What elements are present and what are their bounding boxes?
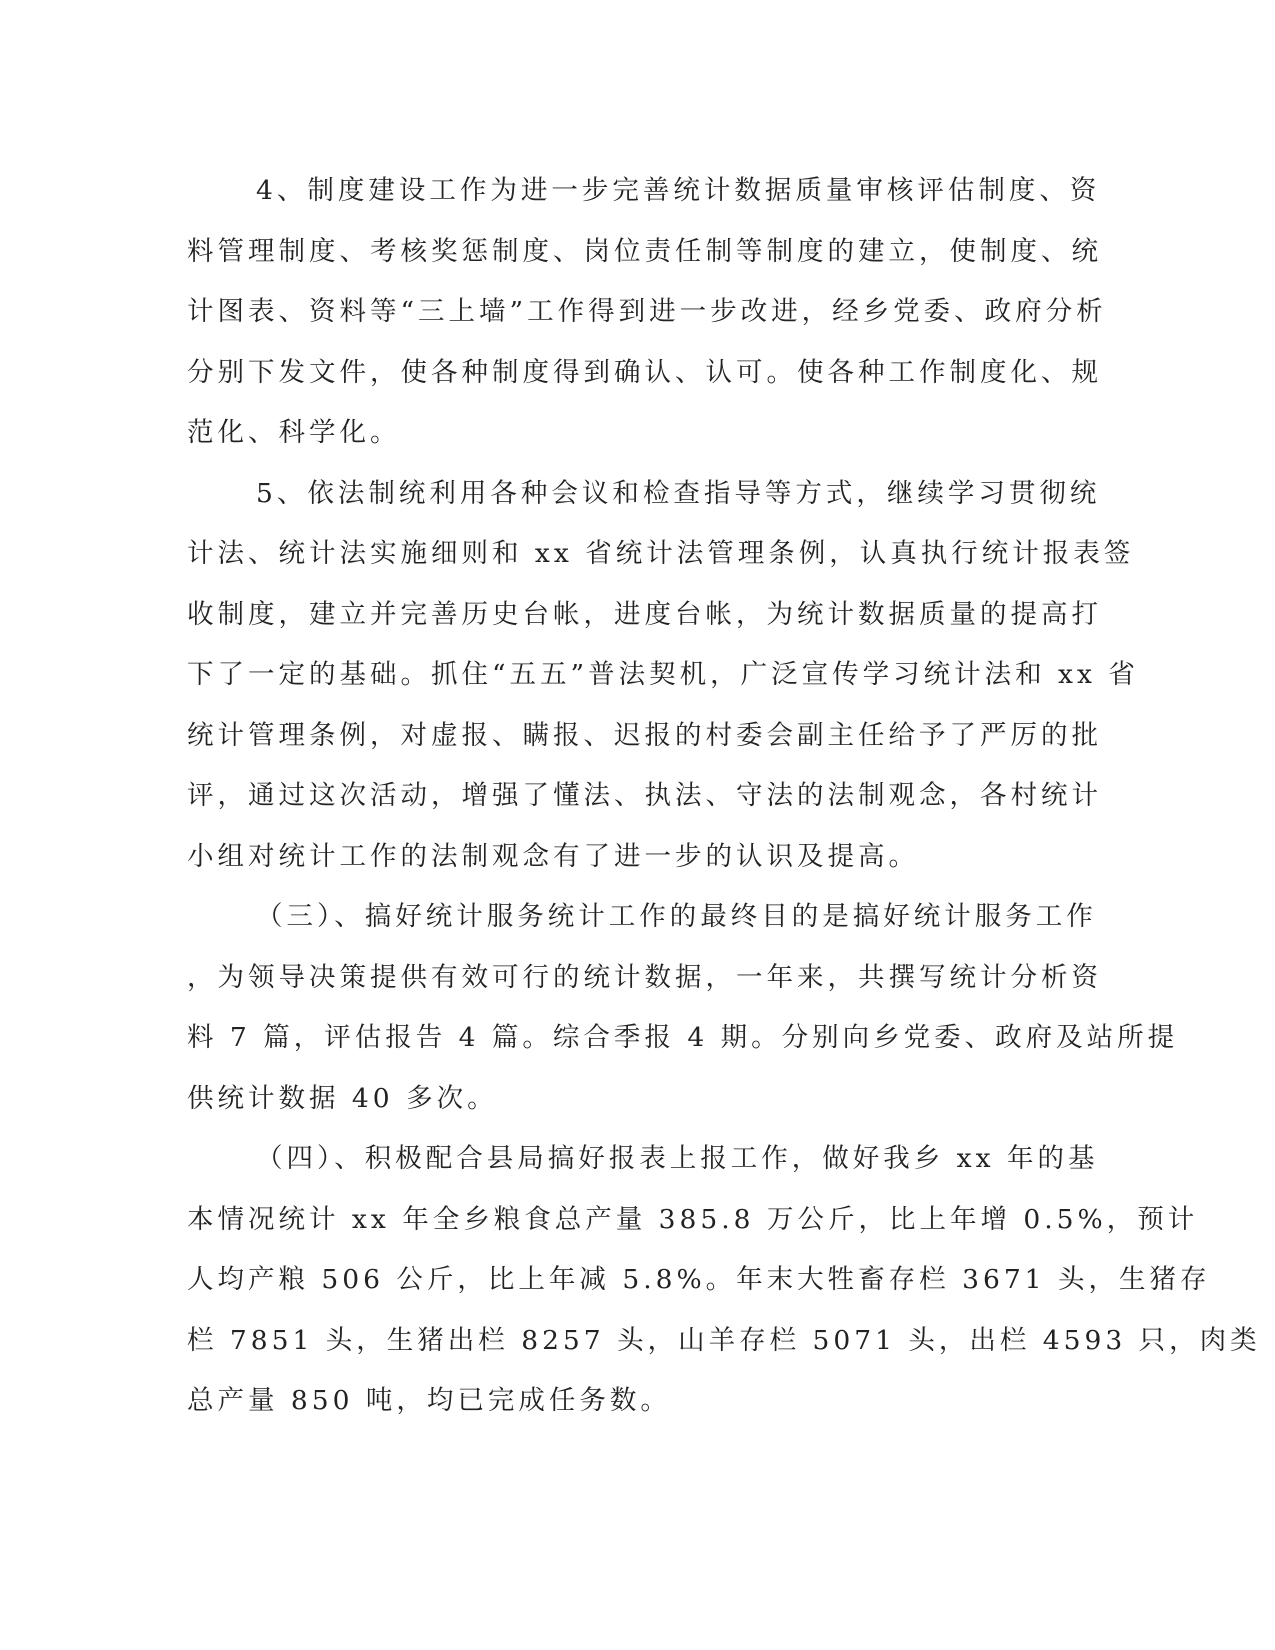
text-line: （三）、搞好统计服务统计工作的最终目的是搞好统计服务工作 (256, 901, 1097, 932)
text-line: 计法、统计法实施细则和 xx 省统计法管理条例，认真执行统计报表签 (187, 538, 1135, 569)
paragraph-system-building (187, 161, 1107, 464)
text-line: 收制度，建立并完善历史台帐，进度台帐，为统计数据质量的提高打 (187, 598, 1102, 630)
text-line: 栏 7851 头，生猪出栏 8257 头，山羊存栏 5071 头，出栏 4593 只，肉类 (187, 1324, 1261, 1356)
text-line: 统计管理条例，对虚报、瞒报、迟报的村委会副主任给予了严厉的批 (187, 719, 1102, 751)
text-line: 范化、科学化。 (187, 417, 401, 448)
text-line: 人均产粮 506 公斤，比上年减 5.8%。年末大牲畜存栏 3671 头，生猪存 (187, 1264, 1211, 1295)
text-line: 分别下发文件，使各种制度得到确认、认可。使各种工作制度化、规 (187, 356, 1102, 388)
text-line: 小组对统计工作的法制观念有了进一步的认识及提高。 (187, 840, 919, 872)
text-line: 计图表、资料等“三上墙”工作得到进一步改进，经乡党委、政府分析 (187, 296, 1107, 327)
text-line: 5、依法制统利用各种会议和检查指导等方式，继续学习贯彻统 (256, 477, 1101, 509)
text-line: 本情况统计 xx 年全乡粮食总产量 385.8 万公斤，比上年增 0.5%，预计 (187, 1203, 1199, 1235)
text-line: （四）、积极配合县局搞好报表上报工作，做好我乡 xx 年的基 (256, 1143, 1099, 1174)
paragraph-report-submission (187, 1129, 1261, 1432)
text-line: 下了一定的基础。抓住“五五”普法契机，广泛宣传学习统计法和 xx 省 (187, 659, 1139, 690)
text-line: 料 7 篇，评估报告 4 篇。综合季报 4 期。分别向乡党委、政府及站所提 (187, 1022, 1179, 1053)
body-text (187, 161, 1261, 1432)
text-line: 供统计数据 40 多次。 (187, 1082, 498, 1114)
text-line: 评，通过这次活动，增强了懂法、执法、守法的法制观念，各村统计 (187, 780, 1102, 811)
text-line: 总产量 850 吨，均已完成任务数。 (187, 1385, 671, 1416)
text-line: ，为领导决策提供有效可行的统计数据，一年来，共撰写统计分析资 (187, 961, 1102, 993)
paragraph-statistics-law (187, 464, 1139, 888)
paragraph-statistics-service (187, 887, 1179, 1129)
text-line: 4、制度建设工作为进一步完善统计数据质量审核评估制度、资 (256, 175, 1101, 206)
text-line: 料管理制度、考核奖惩制度、岗位责任制等制度的建立，使制度、统 (187, 235, 1102, 267)
